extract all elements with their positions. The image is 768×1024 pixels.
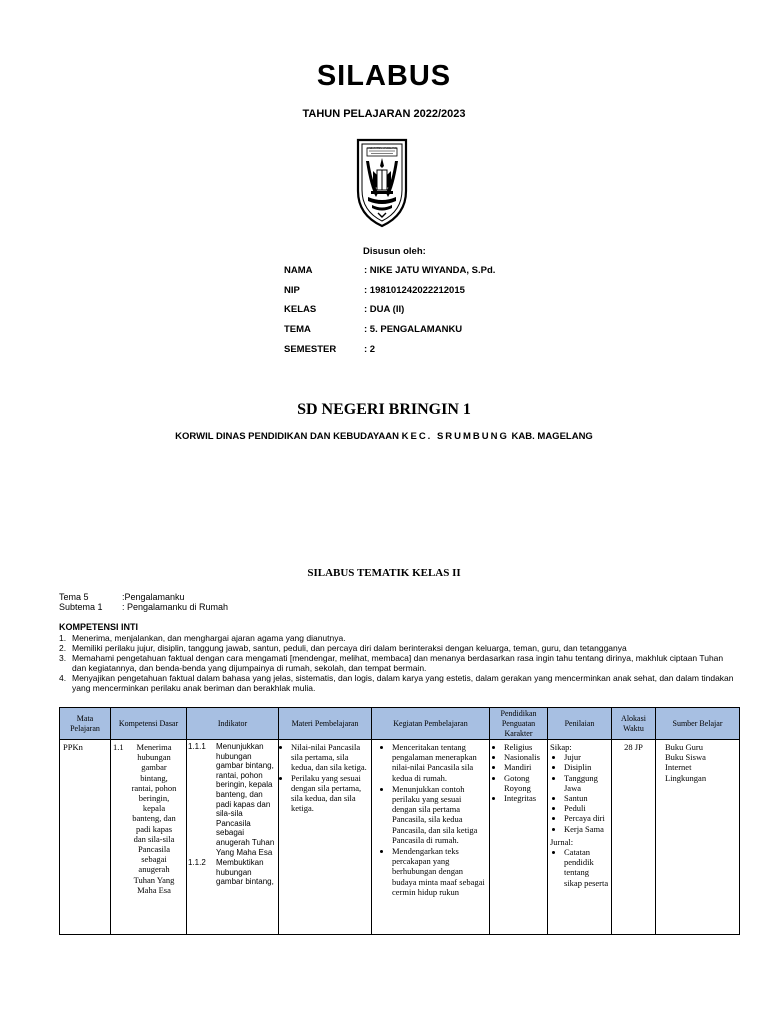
district-kecamatan: KEC. SRUMBUNG bbox=[401, 431, 509, 442]
list-item: • Jujur bbox=[564, 752, 609, 762]
kd-number: 1.1 bbox=[113, 742, 124, 752]
table-header-cell: Penilaian bbox=[548, 708, 612, 740]
penilaian-cell bbox=[548, 740, 612, 935]
table-header-cell: Sumber Belajar bbox=[656, 708, 740, 740]
list-item: • Mendengarkan teks percakapan yang berhubungan dengan budaya minta maaf sebagai cermin hidup rukun bbox=[392, 846, 487, 897]
list-item: • Religius bbox=[504, 742, 545, 752]
list-item: • Mandiri bbox=[504, 762, 545, 772]
info-label: NAMA bbox=[284, 265, 313, 276]
kegiatan-cell bbox=[372, 740, 490, 935]
jurnal-label: Jurnal: bbox=[550, 836, 574, 847]
info-label: TEMA bbox=[284, 324, 311, 335]
info-value: : 2 bbox=[364, 344, 376, 355]
info-label: KELAS bbox=[284, 304, 317, 315]
list-item: • Buku Guru bbox=[665, 742, 737, 752]
info-value: : 198101242022212015 bbox=[364, 285, 465, 296]
district-kabupaten: KAB. MAGELANG bbox=[511, 431, 593, 442]
school-name: SD NEGERI BRINGIN 1 bbox=[297, 401, 471, 418]
list-item: • Santun bbox=[564, 793, 609, 803]
subject-cell: PPKn bbox=[60, 740, 111, 935]
list-item: • Disiplin bbox=[564, 762, 609, 772]
list-item: • Catatan pendidik tentang sikap peserta bbox=[564, 847, 609, 888]
list-item: • Gotong Royong bbox=[504, 773, 545, 793]
table-row bbox=[60, 740, 740, 935]
sikap-label: Sikap: bbox=[550, 742, 572, 752]
kd-text: Menerima hubungan gambar bintang, rantai, pohon beringin, kepala banteng, dan padi kapas dan sila-sila Pancasila sebagai anugerah Tuhan Yang Maha Esa bbox=[131, 742, 177, 895]
list-item: • Buku Siswa bbox=[665, 752, 737, 762]
table-header-cell: Alokasi Waktu bbox=[612, 708, 656, 740]
table-header-cell: Kompetensi Dasar bbox=[111, 708, 187, 740]
tema-value: :Pengalamanku bbox=[122, 592, 185, 602]
table-header-cell: Kegiatan Pembelajaran bbox=[372, 708, 490, 740]
list-item: • Perilaku yang sesuai dengan sila pertama, sila kedua, dan sila ketiga. bbox=[291, 773, 369, 814]
karakter-cell bbox=[490, 740, 548, 935]
list-item: • Kerja Sama bbox=[564, 824, 609, 834]
emblem-text: KABUPATEN MAGELANG bbox=[367, 147, 397, 150]
sumber-cell bbox=[656, 740, 740, 935]
kompetensi-inti-heading: KOMPETENSI INTI bbox=[59, 622, 139, 632]
author-heading: Disusun oleh: bbox=[363, 246, 426, 257]
list-item: • Nasionalis bbox=[504, 752, 545, 762]
list-item: • Integritas bbox=[504, 793, 545, 803]
district-line bbox=[0, 431, 768, 442]
info-value: : DUA (II) bbox=[364, 304, 405, 315]
info-value: : NIKE JATU WIYANDA, S.Pd. bbox=[364, 265, 496, 276]
indicator-cell bbox=[187, 740, 279, 935]
document-title: SILABUS bbox=[316, 60, 452, 92]
academic-year: TAHUN PELAJARAN 2022/2023 bbox=[302, 108, 466, 120]
table-header-cell: Materi Pembelajaran bbox=[279, 708, 372, 740]
table-header-cell: Pendidikan Penguatan Karakter bbox=[490, 708, 548, 740]
list-item: • Tanggung Jawa bbox=[564, 773, 609, 793]
list-item: • Menunjukkan contoh perilaku yang sesuai dengan sila pertama Pancasila, sila kedua Pancasila, dan sila ketiga Pancasila di rumah. bbox=[392, 784, 487, 845]
list-item: 4. Menyajikan pengetahuan faktual dalam bahasa yang jelas, sistematis, dan logis, dalam karya yang estetis, dalam gerakan yang mencerminkan anak sehat, dan dalam tindakan yang mencerminkan perilaku anak beriman dan berakhlak mulia. bbox=[59, 673, 734, 693]
kompetensi-inti-list bbox=[59, 633, 739, 693]
district-office: KORWIL DINAS PENDIDIKAN DAN KEBUDAYAAN bbox=[175, 431, 399, 442]
info-value: : 5. PENGALAMANKU bbox=[364, 324, 463, 335]
table-header-cell: Mata Pelajaran bbox=[60, 708, 111, 740]
table-header-row bbox=[60, 708, 740, 740]
indicator-item: 1.1.2 Membuktikan hubungan gambar bintang, bbox=[188, 858, 274, 887]
list-item: • Nilai-nilai Pancasila sila pertama, sila kedua, dan sila ketiga. bbox=[291, 742, 369, 773]
kd-cell bbox=[111, 740, 187, 935]
syllabus-table bbox=[59, 707, 740, 935]
list-item: • Peduli bbox=[564, 803, 609, 813]
subtema-label: Subtema 1 bbox=[59, 602, 103, 612]
list-item: • Internet bbox=[665, 762, 737, 772]
list-item: 2. Memiliki perilaku jujur, disiplin, tanggung jawab, santun, peduli, dan percaya diri dalam berinteraksi dengan keluarga, teman, guru, dan tetangganya bbox=[59, 643, 627, 653]
materi-cell bbox=[279, 740, 372, 935]
info-label: NIP bbox=[284, 285, 300, 296]
list-item: 1. Menerima, menjalankan, dan menghargai ajaran agama yang dianutnya. bbox=[59, 633, 346, 643]
indicator-item: 1.1.1 Menunjukkan hubungan gambar bintang, rantai, pohon beringin, kepala banteng, dan padi kapas dan sila-sila Pancasila sebagai anugerah Tuhan Yang Maha Esa bbox=[188, 742, 275, 857]
list-item: • Lingkungan bbox=[665, 773, 737, 783]
table-header-cell: Indikator bbox=[187, 708, 279, 740]
syllabus-title: SILABUS TEMATIK KELAS II bbox=[307, 567, 461, 579]
alokasi-cell: 28 JP bbox=[612, 740, 656, 935]
list-item: 3. Memahami pengetahuan faktual dengan cara mengamati [mendengar, melihat, membaca] dan menanya berdasarkan rasa ingin tahu tentang dirinya, makhluk ciptaan Tuhan dan kegiatannya, dan benda-benda yang dijumpainya di rumah, sekolah, dan tempat bermain. bbox=[59, 653, 724, 673]
list-item: • Percaya diri bbox=[564, 813, 609, 823]
info-label: SEMESTER bbox=[284, 344, 337, 355]
subtema-value: : Pengalamanku di Rumah bbox=[122, 602, 229, 612]
list-item: • Menceritakan tentang pengalaman menerapkan nilai-nilai Pancasila sila kedua di rumah. bbox=[392, 742, 487, 783]
tema-label: Tema 5 bbox=[59, 592, 89, 602]
